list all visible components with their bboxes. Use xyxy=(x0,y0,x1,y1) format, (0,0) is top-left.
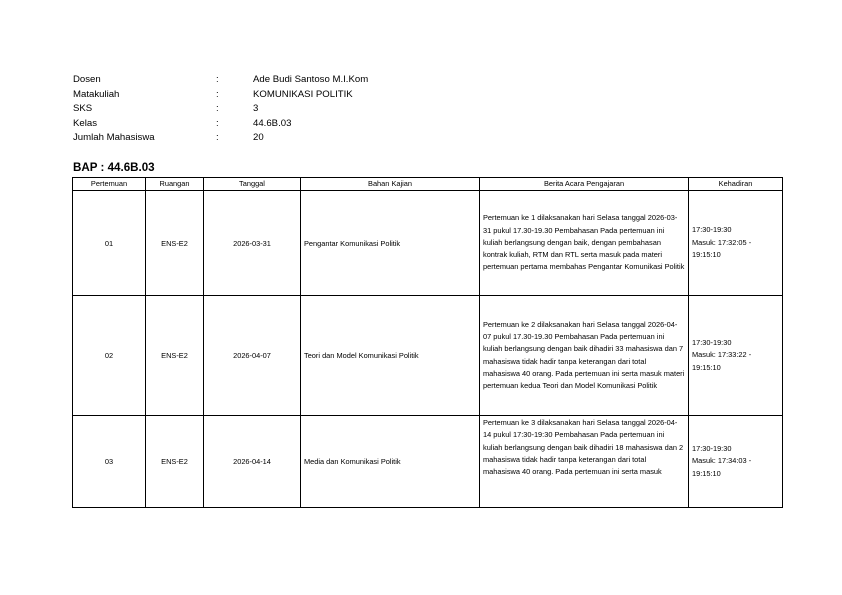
header-tanggal: Tanggal xyxy=(204,178,301,191)
bap-table xyxy=(72,177,783,508)
kehadiran-jadwal: 17:30-19:30 xyxy=(692,337,732,347)
info-row-dosen xyxy=(73,73,533,88)
info-row-matakuliah xyxy=(73,88,533,103)
cell-ruangan: ENS-E2 xyxy=(146,416,204,508)
info-value: Ade Budi Santoso M.I.Kom xyxy=(253,74,369,85)
cell-pertemuan: 02 xyxy=(73,296,146,416)
berita-text: Pertemuan ke 1 dilaksanakan hari Selasa tanggal 2026-03-31 pukul 17.30-19.30 Pembahasan Pada pertemuan ini kuliah berlangsung dengan baik, dengan pembahasan kontrak kuliah, RTM dan RTL serta masuk pada materi pertemuan pertama membahas Pengantar Komunikasi Politik xyxy=(483,213,685,272)
info-value: 44.6B.03 xyxy=(253,117,292,129)
info-value: 3 xyxy=(253,103,259,115)
kehadiran-masuk: Masuk: 17:32:05 - 19:15:10 xyxy=(692,237,752,260)
table-row xyxy=(73,191,783,296)
table-row xyxy=(73,296,783,416)
info-colon: : xyxy=(216,132,219,144)
cell-ruangan: ENS-E2 xyxy=(146,191,204,296)
cell-berita-acara xyxy=(480,296,689,416)
header-berita-acara: Berita Acara Pengajaran xyxy=(480,178,689,191)
info-label: Jumlah Mahasiswa xyxy=(73,132,155,144)
info-label: Kelas xyxy=(73,117,97,129)
cell-bahan-kajian: Media dan Komunikasi Politik xyxy=(301,416,480,508)
info-colon: : xyxy=(216,103,219,115)
header-bahan-kajian: Bahan Kajian xyxy=(301,178,480,191)
info-label: Matakuliah xyxy=(73,88,120,100)
course-info xyxy=(73,73,533,146)
table-row xyxy=(73,416,783,508)
kehadiran-masuk: Masuk: 17:33:22 - 19:15:10 xyxy=(692,350,752,372)
cell-bahan-kajian: Teori dan Model Komunikasi Politik xyxy=(301,296,480,416)
kehadiran-masuk: Masuk: 17:34:03 - 19:15:10 xyxy=(692,456,752,478)
kehadiran-jadwal: 17:30-19:30 xyxy=(692,225,732,235)
cell-tanggal: 2026-04-14 xyxy=(204,416,301,508)
header-ruangan: Ruangan xyxy=(146,178,204,191)
info-row-jumlah-mahasiswa xyxy=(73,131,533,146)
info-value: KOMUNIKASI POLITIK xyxy=(253,88,353,100)
cell-berita-acara xyxy=(480,416,689,508)
header-kehadiran: Kehadiran xyxy=(689,178,783,191)
bap-title: BAP : 44.6B.03 xyxy=(73,161,155,174)
info-label: Dosen xyxy=(73,74,101,85)
berita-text: Pertemuan ke 2 dilaksanakan hari Selasa tanggal 2026-04-07 pukul 17.30-19.30 Pembahasan Pada pertemuan ini kuliah berlangsung dengan baik dihadiri 33 mahasiswa dan 7 mahasiswa tidak hadir tanpa keterangan dari total mahasiswa 40 orang. Pada pertemuan ini serta masuk materi pertemuan kedua Teori dan Model Komunikasi Politik xyxy=(483,319,685,391)
cell-kehadiran xyxy=(689,296,783,416)
info-colon: : xyxy=(216,117,219,129)
cell-ruangan: ENS-E2 xyxy=(146,296,204,416)
info-row-sks xyxy=(73,102,533,117)
header-pertemuan: Pertemuan xyxy=(73,178,146,191)
cell-kehadiran xyxy=(689,191,783,296)
cell-tanggal: 2026-04-07 xyxy=(204,296,301,416)
info-value: 20 xyxy=(253,132,264,144)
table-header-row xyxy=(73,178,783,191)
cell-berita-acara xyxy=(480,191,689,296)
info-label: SKS xyxy=(73,103,93,115)
cell-pertemuan: 01 xyxy=(73,191,146,296)
cell-tanggal: 2026-03-31 xyxy=(204,191,301,296)
cell-pertemuan: 03 xyxy=(73,416,146,508)
cell-kehadiran xyxy=(689,416,783,508)
info-colon: : xyxy=(216,88,219,100)
info-row-kelas xyxy=(73,117,533,132)
berita-text: Pertemuan ke 3 dilaksanakan hari Selasa tanggal 2026-04-14 pukul 17:30-19:30 Pembahasan Pada pertemuan ini kuliah berlangsung dengan baik dihadiri 18 mahasiswa dan 2 mahasiswa tidak hadir tanpa keterangan dari total mahasiswa 40 orang. Pada pertemuan ini serta masuk xyxy=(483,418,684,477)
cell-bahan-kajian: Pengantar Komunikasi Politik xyxy=(301,191,480,296)
kehadiran-jadwal: 17:30-19:30 xyxy=(692,443,732,453)
info-colon: : xyxy=(216,74,219,85)
